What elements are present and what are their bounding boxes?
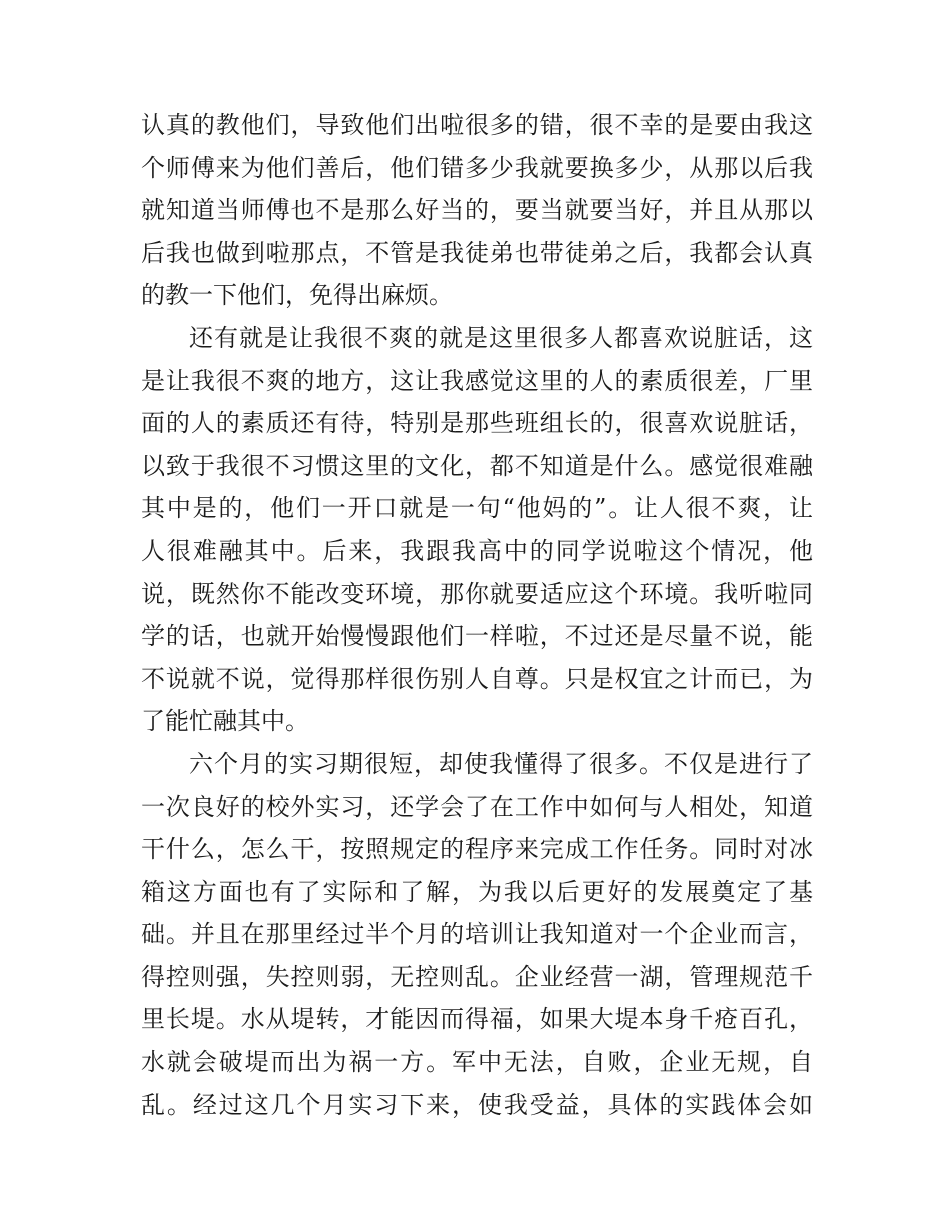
paragraph-first-line: 六个月的实习期很短，却使我懂得了很多。不仅是进行了	[189, 749, 813, 778]
text-line: 础。并且在那里经过半个月的培训让我知道对一个企业而言，	[141, 920, 813, 949]
text-line: 其中是的，他们一开口就是一句“他妈的”。让人很不爽，让	[141, 494, 813, 523]
text-line: 面的人的素质还有待，特别是那些班组长的，很喜欢说脏话，	[141, 409, 813, 438]
text-line: 里长堤。水从堤转，才能因而得福，如果大堤本身千疮百孔，	[141, 1005, 813, 1034]
text-line: 箱这方面也有了实际和了解，为我以后更好的发展奠定了基	[141, 877, 813, 906]
text-line: 水就会破堤而出为祸一方。军中无法，自败，企业无规，自	[141, 1048, 813, 1077]
body-text	[141, 104, 813, 1126]
text-line: 得控则强，失控则弱，无控则乱。企业经营一湖，管理规范千	[141, 962, 813, 991]
text-line: 学的话，也就开始慢慢跟他们一样啦，不过还是尽量不说，能	[141, 622, 813, 651]
text-line: 认真的教他们，导致他们出啦很多的错，很不幸的是要由我这	[141, 111, 813, 139]
text-line: 就知道当师傅也不是那么好当的，要当就要当好，并且从那以	[141, 196, 813, 225]
text-line: 一次良好的校外实习，还学会了在工作中如何与人相处，知道	[141, 792, 813, 821]
text-line: 是让我很不爽的地方，这让我感觉这里的人的素质很差，厂里	[141, 366, 813, 395]
text-line: 后我也做到啦那点，不管是我徒弟也带徒弟之后，我都会认真	[141, 238, 813, 267]
text-line: 人很难融其中。后来，我跟我高中的同学说啦这个情况，他	[141, 536, 813, 565]
paragraph-first-line: 还有就是让我很不爽的就是这里很多人都喜欢说脏话，这	[189, 323, 813, 352]
text-line: 乱。经过这几个月实习下来，使我受益，具体的实践体会如	[141, 1090, 813, 1119]
text-line: 干什么，怎么干，按照规定的程序来完成工作任务。同时对冰	[141, 835, 813, 864]
text-line: 了能忙融其中。	[141, 707, 309, 736]
text-line: 的教一下他们，免得出麻烦。	[141, 281, 453, 310]
text-line: 以致于我很不习惯这里的文化，都不知道是什么。感觉很难融	[141, 451, 813, 480]
text-line: 个师傅来为他们善后，他们错多少我就要换多少，从那以后我	[141, 153, 813, 182]
text-line: 说，既然你不能改变环境，那你就要适应这个环境。我听啦同	[141, 579, 813, 608]
text-line: 不说就不说，觉得那样很伤别人自尊。只是权宜之计而已，为	[141, 664, 813, 693]
